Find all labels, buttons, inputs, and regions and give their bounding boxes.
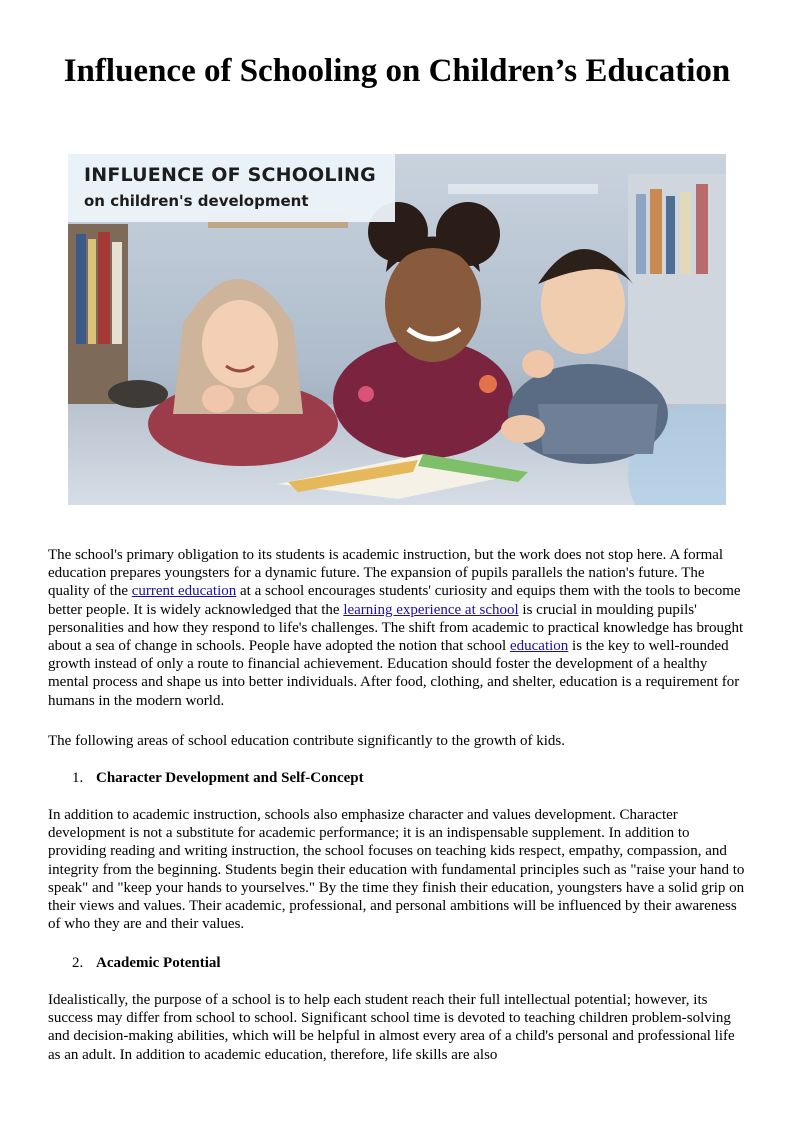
section-1-heading	[72, 769, 364, 787]
intro-text-2: at a school encourages students' curiosity and equips them with the tools to become better people. It is widely acknowledged that the	[48, 583, 741, 618]
hero-subheading: on children's development	[84, 192, 309, 210]
education-link[interactable]: education	[509, 638, 569, 655]
section-1-paragraph: In addition to academic instruction, schools also emphasize character and values development. Character development is not a substitute for academic performance; it is an indispensable supplement. In addition to providing reading and writing instruction, the school focuses on teaching kids respect, empathy, compassion, and integrity from the beginning. Students begin their education with fundamental principles such as "raise your hand to speak" and "keep your hands to yourselves." By the time they finish their education, youngsters have a solid grip on their views and values. Their academic, professional, and personal ambitions will be influenced by their awareness of who they are and their values.	[48, 807, 745, 933]
current-education-link[interactable]: current education	[131, 583, 237, 600]
page-title: Influence of Schooling on Children’s Education	[63, 53, 731, 89]
areas-intro-paragraph: The following areas of school education contribute significantly to the growth of kids.	[48, 733, 565, 749]
intro-paragraph	[48, 546, 748, 710]
section-2-paragraph: Idealistically, the purpose of a school is to help each student reach their full intellectual potential; however, its success may differ from school to school. Significant school time is devoted to teaching children problem-solving and decision-making abilities, which will be helpful in almost every area of a child's personal and professional life as an adult. In addition to academic education, therefore, life skills are also	[48, 992, 735, 1063]
learning-experience-link[interactable]: learning experience at school	[343, 601, 519, 618]
section-2-number: 2.	[72, 955, 84, 971]
intro-text-4: is the key to well-rounded growth instead of only a route to financial achievement. Education should foster the development of a healthy mental process and shape us into better individuals. After food, clothing, and shelter, education is a requirement for humans in the modern world.	[48, 638, 740, 709]
section-2-title: Academic Potential	[96, 955, 221, 971]
hero-image	[68, 154, 726, 505]
intro-text-3: is crucial in moulding pupils' personalities and how they respond to life's challenges. The shift from academic to practical knowledge has brought about a sea of change in schools. People have adopted the notion that school	[48, 601, 744, 655]
section-1-number: 1.	[72, 770, 84, 786]
section-2-heading	[72, 954, 221, 972]
hero-heading: INFLUENCE OF SCHOOLING	[84, 164, 376, 186]
hero-banner	[68, 154, 395, 222]
intro-text-1: The school's primary obligation to its students is academic instruction, but the work does not stop here. A formal education prepares youngsters for a dynamic future. The expansion of pupils parallels the nation's future. The quality of the	[48, 547, 724, 600]
section-1-title: Character Development and Self-Concept	[96, 770, 364, 786]
